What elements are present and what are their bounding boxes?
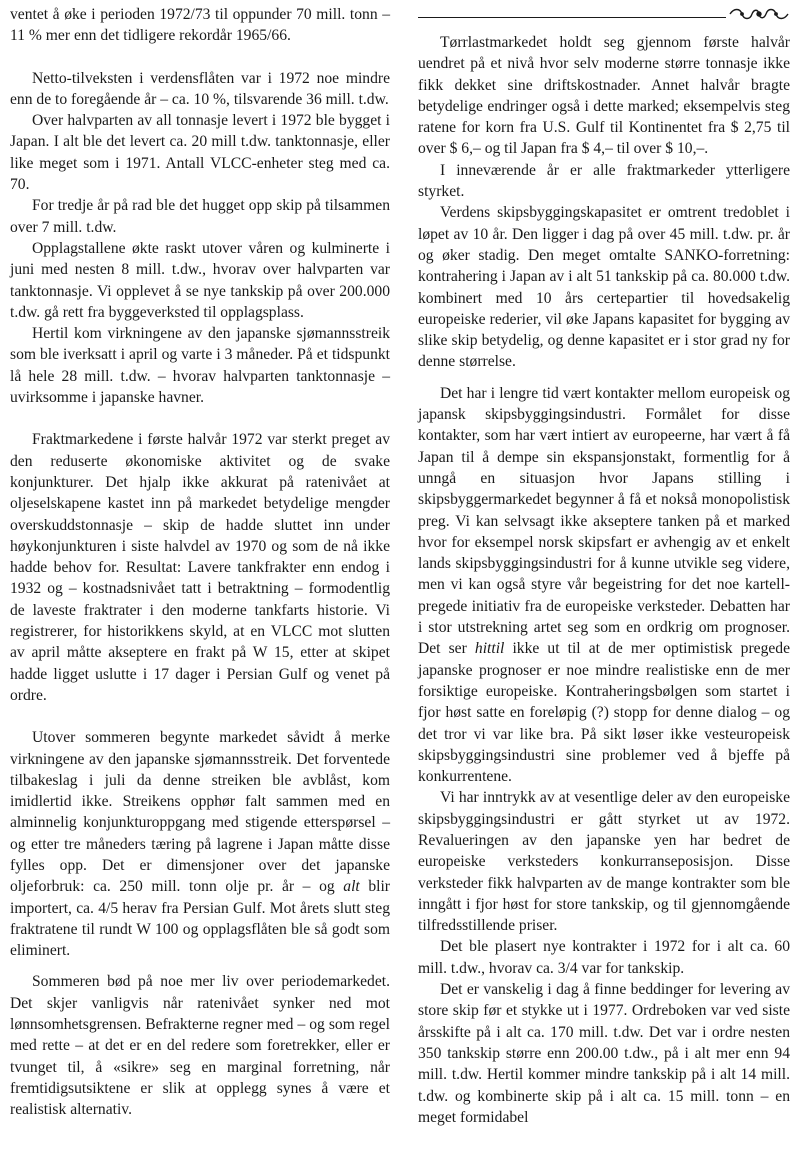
paragraph: Over halvparten av all tonnasje levert i 1972 ble bygget i Japan. I alt ble det levert ca. 20 mill t.dw. tanktonnasje, eller like meget som i 1971. Antall VLCC-enheter steg med ca. 70. bbox=[10, 112, 390, 194]
paragraph: Sommeren bød på noe mer liv over periodemarkedet. Det skjer vanligvis når ratenivået synker ned mot lønnsomhetsgrensen. Befrakterne regner med – og som regel med rette – at det er en del redere som foretrekker, eller er tvunget til, å «sikre» seg en marginal forretning, når fremtidigsutsiktene er slik at opplegg synes å være et realistisk alternativ. bbox=[10, 973, 390, 1119]
paragraph: Netto-tilveksten i verdensflåten var i 1972 noe mindre enn de to foregående år – ca. 10 %, tilsvarende 36 mill. t.dw. bbox=[10, 69, 390, 108]
emphasis: alt bbox=[343, 878, 360, 896]
paragraph: Det har i lengre tid vært kontakter mellom europeisk og japansk skipsbyggingsindustri. Formålet for disse kontakter, som har vært intiert av europeerne, har vært å få Japan til å dempe sin ekspansjonstakt, formentlig for å unngå en situasjon hvor Japans stilling i skipsbyggermarkedet begynner å få et nokså monopolistisk preg. Vi kan selvsagt ikke akseptere tanken på et marked hvor for eksempel norsk skipsfart er avhengig av et enkelt lands skipsbyggingsindustri for å kunne utvikle seg videre, men vi kan også styre vår begeistring for det noe kartell-pregede initiativ fra de europeiske verksteder. Debatten har i stor utstrekning artet seg som en ordkrig om prognoser. Det ser hittil ikke ut til at de mer optimistisk pregede japanske prognoser er noe mindre realistiske enn de mer forsiktige europeiske. Kontraheringsbølgen som startet i fjor høst satte en foreløpig (?) stopp for denne dialog – og det tror vi var like bra. På sikt løser ikke vesteuropeisk skipsbyggingsindustri sine problemer ved å bjeffe på konkurrentene. bbox=[418, 384, 791, 786]
paragraph: Hertil kom virkningene av den japanske sjømannsstreik som ble iverksatt i april og varte i 3 måneder. På et tidspunkt lå hele 28 mill. t.dw. – hvorav halvparten tanktonnasje – uvirksomme i japanske havner. bbox=[10, 325, 390, 407]
emphasis: hittil bbox=[474, 640, 505, 658]
right-column bbox=[418, 32, 790, 1128]
paragraph: Tørrlastmarkedet holdt seg gjennom første halvår uendret på et nivå hvor selv moderne større tonnasje ikke fikk dekket sine driftskostnader. Annet halvår bragte betydelige endringer også i dette marked; eksempelvis steg ratene for korn fra U.S. Gulf til Kontinentet fra $ 2,75 til over $ 6,– og til Japan fra $ 4,– til over $ 10,–. bbox=[418, 34, 790, 158]
paragraph: I inneværende år er alle fraktmarkeder ytterligere styrket. bbox=[418, 161, 790, 201]
paragraph: Det ble plasert nye kontrakter i 1972 for i alt ca. 60 mill. t.dw., hvorav ca. 3/4 var for tankskip. bbox=[418, 938, 790, 977]
paragraph: Vi har inntrykk av at vesentlige deler av den europeiske skipsbyggingsindustri er gått styrket ut av 1972. Revalueringen av den japanske yen har bedret de europeiske verksteders konkurranseposisjon. Disse verksteder fikk halvparten av de mange kontrakter som ble inngått i fjor høst for store tankskip, og til gjennomgående tilfredsstillende priser. bbox=[418, 789, 790, 935]
paragraph: ventet å øke i perioden 1972/73 til oppunder 70 mill. tonn – 11 % mer enn det tidligere rekordår 1965/66. bbox=[10, 6, 390, 45]
paragraph: Verdens skipsbyggingskapasitet er omtrent tredoblet i løpet av 10 år. Den ligger i dag på over 45 mill. t.dw. pr. år og øker stadig. Den meget omtalte SANKO-forretning: kontrahering i Japan av i alt 51 tankskip på ca. 80.000 t.dw. kombinert med 10 års certepartier til hovedsakelig europeiske rederier, vil øke Japans kapasitet for bygging av slike skip betydelig, og denne kapasitet er i stor grad ny for denne størrelse. bbox=[418, 204, 790, 371]
paragraph: Det er vanskelig i dag å finne beddinger for levering av store skip før et stykke ut i 1977. Ordreboken var ved siste årsskifte på i alt ca. 170 mill. t.dw. Det var i ordre nesten 350 tankskip større enn 200.00 t.dw., på i alt mer enn 94 mill. t.dw. Hertil kommer mindre tankskip på i alt 14 mill. t.dw. og kombinerte skip på i alt ca. 15 mill. tonn – en meget formidabel bbox=[418, 981, 790, 1126]
paragraph: Opplagstallene økte raskt utover våren og kulminerte i juni med nesten 8 mill. t.dw., hvorav over halvparten var tanktonnasje. Vi opplevet å se nye tankskip på over 200.000 t.dw. gå rett fra byggeverksted til opplagsplass. bbox=[10, 239, 390, 321]
paragraph: For tredje år på rad ble det hugget opp skip på tilsammen over 7 mill. t.dw. bbox=[10, 197, 390, 236]
left-column bbox=[10, 4, 390, 1121]
decorative-ornament bbox=[728, 6, 790, 22]
paragraph: Utover sommeren begynte markedet såvidt å merke virkningene av den japanske sjømannsstreik. Det forventede tilbakeslag i juli da denne streiken ble avblåst, kom imidlertid ikke. Streikens opphør falt sammen med en alminnelig konjunkturoppgang med stigende etterspørsel – og etter tre måneders tæring på lagrene i Japan måtte disse fylles opp. Det er dimensjoner over det japanske oljeforbruk: ca. 250 mill. tonn olje pr. år – og alt blir importert, ca. 4/5 herav fra Persian Gulf. Mot årets slutt steg fraktratene til rundt W 100 og opplagsflåten ble så godt som eliminert. bbox=[10, 729, 390, 960]
header-rule bbox=[418, 17, 726, 18]
paragraph: Fraktmarkedene i første halvår 1972 var sterkt preget av den reduserte økonomiske aktivitet og de svake konjunkturer. Det hjalp ikke akkurat på ratenivået at oljeselskapene kastet inn på markedet betydelige mengder overskuddstonnasje – skip de hadde sluttet inn under høykonjunkturen i siste halvdel av 1970 og som de nå ikke hadde behov for. Resultat: Lavere tankfrakter enn endog i 1932 og – kostnadsnivået tatt i betraktning – formodentlig de laveste fraktrater i den moderne tankfarts historie. Vi registrerer, for historikkens skyld, at en VLCC mot slutten av april måtte akseptere en frakt på W 15, etter at skipet hadde ligget uslutte i 17 dager i Persian Gulf og venet på ordre. bbox=[10, 431, 390, 704]
